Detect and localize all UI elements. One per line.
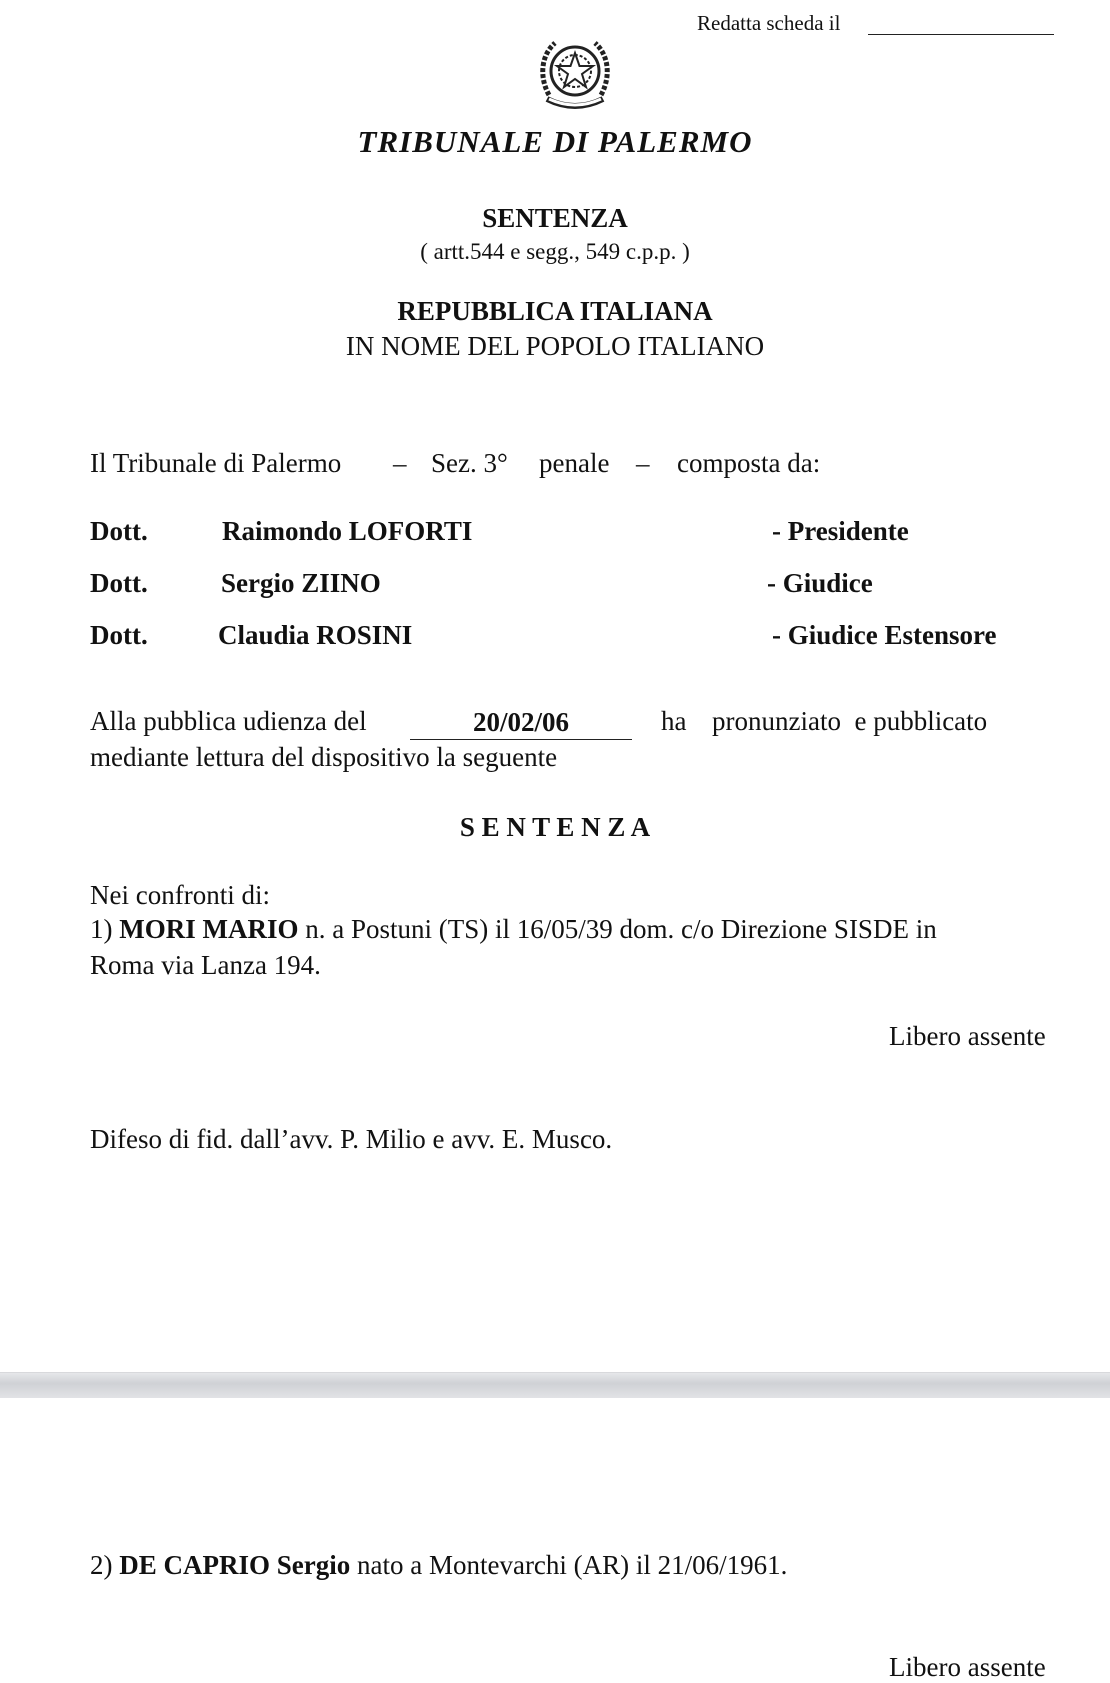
judge-name: Sergio ZIINO	[221, 568, 381, 598]
defendant-1-name: MORI MARIO	[119, 914, 299, 944]
defendant-1-number: 1)	[90, 914, 113, 944]
defendant-2-name: DE CAPRIO Sergio	[119, 1550, 351, 1580]
judge-title: Dott.	[90, 568, 148, 598]
judge-name: Raimondo LOFORTI	[222, 516, 473, 546]
judge-title: Dott.	[90, 620, 148, 650]
udienza-date: 20/02/06	[410, 706, 632, 740]
defendant-2-details: nato a Montevarchi (AR) il 21/06/1961.	[357, 1550, 788, 1580]
republic-emblem-icon	[535, 33, 615, 119]
sentenza-heading: SENTENZA	[482, 203, 628, 233]
defendant-1-status: Libero assente	[889, 1021, 1046, 1051]
page-separator	[0, 1372, 1110, 1400]
defendant-2-line	[90, 1550, 787, 1581]
in-nome-heading: IN NOME DEL POPOLO ITALIANO	[345, 331, 765, 361]
document-page-2	[0, 1398, 1110, 1665]
republic-heading: REPUBBLICA ITALIANA	[397, 296, 713, 326]
tribunal-line-penale: penale	[539, 448, 610, 478]
nei-confronti-label: Nei confronti di:	[90, 880, 270, 910]
court-title: TRIBUNALE DI PALERMO	[357, 124, 753, 159]
udienza-line2: mediante lettura del dispositivo la seguente	[90, 742, 558, 772]
tribunal-line-composta: composta da:	[677, 448, 821, 478]
udienza-pronunziato: pronunziato e pubblicato	[712, 706, 988, 736]
judge-title: Dott.	[90, 516, 148, 546]
judge-role: - Giudice	[767, 568, 873, 598]
defendant-1-address: Roma via Lanza 194.	[90, 950, 321, 980]
judge-role: - Presidente	[772, 516, 909, 546]
articles-reference: ( artt.544 e segg., 549 c.p.p. )	[420, 239, 690, 264]
defendant-2-number: 2)	[90, 1550, 113, 1580]
tribunal-line-section: Sez. 3°	[431, 448, 508, 478]
judge-name: Claudia ROSINI	[218, 620, 413, 650]
tribunal-line-dash2: –	[636, 448, 650, 478]
defendant-2-status: Libero assente	[889, 1652, 1046, 1682]
defendant-1-details: n. a Postuni (TS) il 16/05/39 dom. c/o Direzione SISDE in	[305, 914, 937, 944]
redatta-label: Redatta scheda il	[697, 11, 841, 35]
defendant-1-line1	[90, 914, 1063, 945]
udienza-ha: ha	[661, 706, 687, 736]
defendant-1-defense: Difeso di fid. dall’avv. P. Milio e avv. E. Musco.	[90, 1124, 613, 1154]
sentenza-spaced-heading: S E N T E N Z A	[459, 812, 651, 842]
udienza-prefix: Alla pubblica udienza del	[90, 706, 367, 736]
tribunal-line-part1: Il Tribunale di Palermo	[90, 448, 342, 478]
redatta-blank-line	[868, 34, 1054, 35]
tribunal-line-dash1: –	[393, 448, 407, 478]
judge-role: - Giudice Estensore	[772, 620, 997, 650]
